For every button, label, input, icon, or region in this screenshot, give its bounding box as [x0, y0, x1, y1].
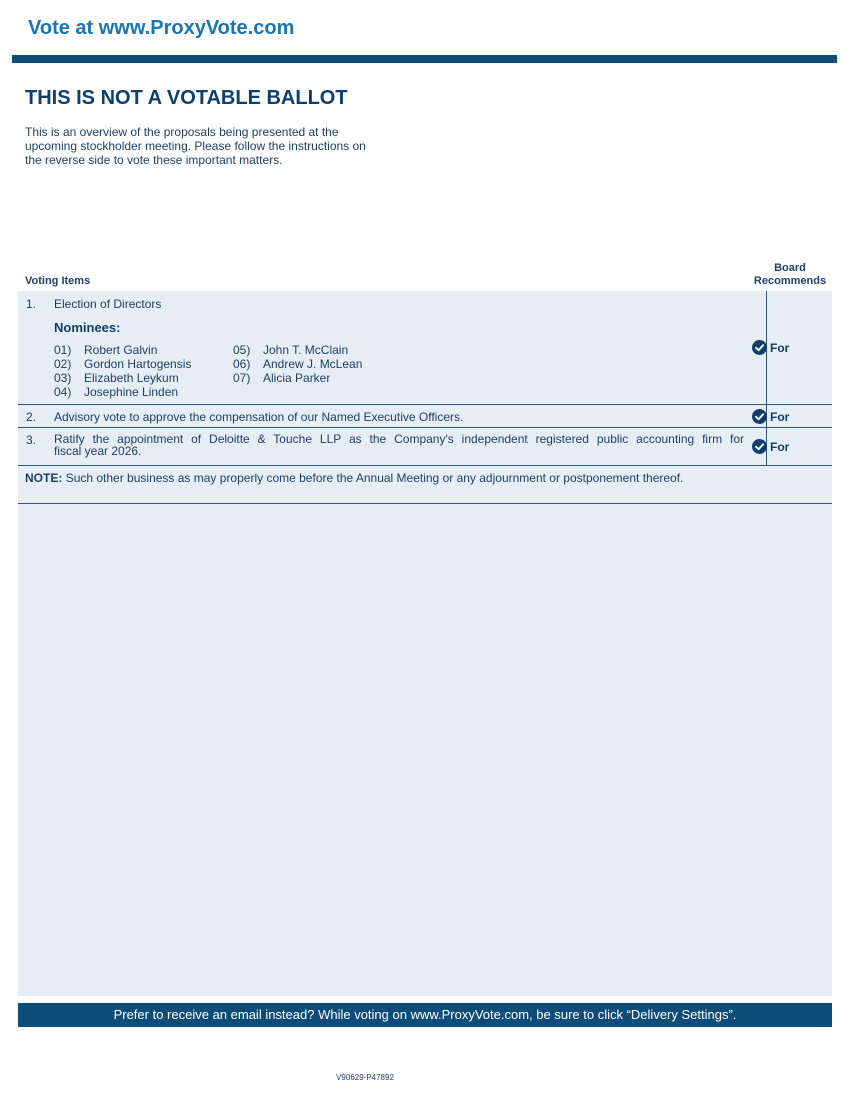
nominee-number: 04)	[54, 385, 72, 399]
item-number: 2.	[26, 410, 37, 424]
intro-line: upcoming stockholder meeting. Please follow the instructions on	[25, 139, 366, 153]
item-text: Election of Directors	[54, 297, 162, 311]
board-recommendation	[752, 340, 789, 355]
nominee	[233, 371, 330, 385]
note-text	[25, 472, 743, 484]
board-header-line: Recommends	[753, 275, 827, 287]
check-circle-icon	[752, 340, 767, 355]
nominee	[54, 357, 191, 371]
note-body: Such other business as may properly come before the Annual Meeting or any adjournment or postponement thereof.	[65, 471, 684, 485]
nominees-label: Nominees:	[54, 320, 121, 335]
board-recommendation	[752, 409, 789, 424]
item-text-line: fiscal year 2026.	[54, 444, 142, 458]
nominee-name: Josephine Linden	[84, 385, 179, 399]
nominee-number: 06)	[233, 357, 251, 371]
voting-item-row-3	[18, 428, 832, 466]
recommendation-label: For	[770, 409, 790, 424]
nominee-name: Gordon Hartogensis	[84, 357, 192, 371]
nominee	[54, 385, 178, 399]
check-circle-icon	[752, 439, 767, 454]
email-delivery-banner: Prefer to receive an email instead? While voting on www.ProxyVote.com, be sure to click “Delivery Settings”.	[18, 1003, 832, 1027]
intro-line: the reverse side to vote these important matters.	[25, 153, 283, 167]
nominee	[233, 357, 362, 371]
proxyvote-header-title: Vote at www.ProxyVote.com	[28, 17, 295, 39]
document-control-number: V90629-P47892	[336, 1073, 394, 1082]
nominee-number: 05)	[233, 343, 251, 357]
voting-item-row-1	[18, 291, 832, 405]
nominee	[54, 343, 157, 357]
nominee-name: Elizabeth Leykum	[84, 371, 179, 385]
nominee-name: Robert Galvin	[84, 343, 158, 357]
nominee	[54, 371, 179, 385]
item-text-line: Ratify the appointment of Deloitte & Touche LLP as the Company's independent registered public accounting firm for	[54, 432, 744, 446]
nominee-number: 03)	[54, 371, 72, 385]
nominee-number: 02)	[54, 357, 72, 371]
note-row	[18, 466, 832, 504]
nominee-number: 01)	[54, 343, 72, 357]
nominee-number: 07)	[233, 371, 251, 385]
not-votable-ballot-title: THIS IS NOT A VOTABLE BALLOT	[25, 87, 348, 109]
voting-item-row-2	[18, 405, 832, 428]
item-text: Advisory vote to approve the compensation of our Named Executive Officers.	[54, 410, 464, 424]
nominee	[233, 343, 348, 357]
nominee-name: Andrew J. McLean	[263, 357, 363, 371]
item-number: 3.	[26, 433, 37, 447]
nominee-name: Alicia Parker	[263, 371, 331, 385]
item-number: 1.	[26, 297, 37, 311]
intro-line: This is an overview of the proposals being presented at the	[25, 125, 339, 139]
recommendation-label: For	[770, 340, 790, 355]
intro-paragraph	[25, 125, 425, 167]
header-divider-bar	[12, 55, 837, 63]
item-text	[54, 433, 744, 457]
board-recommends-column-header	[749, 262, 831, 288]
recommendation-label: For	[770, 439, 790, 454]
board-header-line: Board	[774, 262, 806, 274]
nominee-name: John T. McClain	[263, 343, 349, 357]
board-recommendation	[752, 439, 789, 454]
check-circle-icon	[752, 409, 767, 424]
note-label: NOTE:	[25, 471, 63, 485]
voting-items-column-header: Voting Items	[25, 275, 91, 287]
